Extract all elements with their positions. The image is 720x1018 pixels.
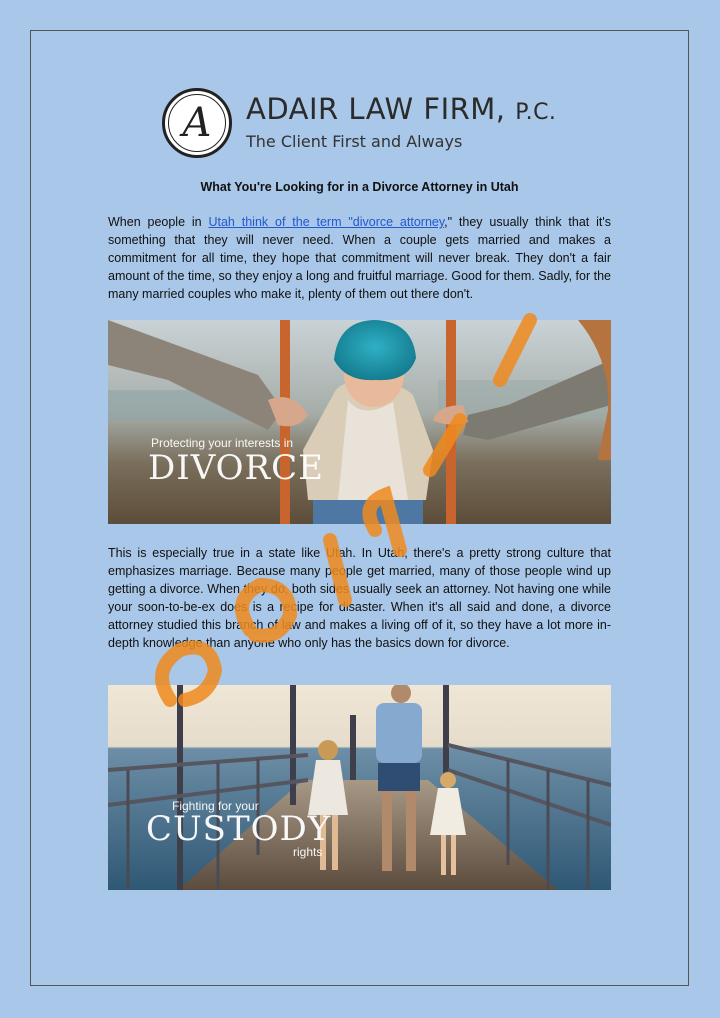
intro-text-end: ," they usually think that it's something that they will never need. When a couple gets married and makes a commitment for all time, they hope that commitment will never break. They don't a fair amount of the time, so they enjoy a long and fruitful marriage. Good for them. Sadly, for the many married couples who make it, plenty of them out there don't.: [108, 215, 612, 301]
divorce-caption-big: DIVORCE: [148, 448, 324, 488]
monogram-badge: [162, 88, 232, 158]
divorce-caption-small: Protecting your interests in: [151, 436, 294, 450]
custody-caption-sub: rights: [293, 845, 323, 859]
custody-caption-small: Fighting for your: [172, 799, 259, 813]
firm-name-text: ADAIR LAW FIRM,: [246, 92, 506, 126]
custody-caption-big: CUSTODY: [146, 809, 332, 849]
body-paragraph: This is especially true in a state like Utah. In Utah, there's a pretty strong culture that emphasizes marriage. Because many people get married, many of those people wind up getting a divorce. When they do, both sides usually seek an attorney. Not having one while your soon-to-be-ex does is a recipe for disaster. When it's all said and done, a divorce attorney studied this branch of law and makes a living off of it, so they have a lot more in-depth knowledge than anyone who only has the basics down for divorce.: [108, 546, 611, 650]
intro-text-start: When people in: [108, 215, 209, 229]
firm-name: [246, 92, 556, 126]
divorce-photo-art: [108, 320, 611, 524]
article-title: What You're Looking for in a Divorce Attorney in Utah: [200, 180, 519, 194]
intro-paragraph: [108, 213, 611, 303]
divorce-attorney-link[interactable]: Utah think of the term "divorce attorney: [208, 215, 445, 229]
monogram-letter: A: [168, 94, 226, 152]
firm-tagline: The Client First and Always: [246, 132, 463, 151]
firm-logo: [162, 88, 582, 163]
custody-photo-art: [108, 685, 611, 890]
custody-photo: [108, 685, 611, 890]
firm-suffix: P.C.: [515, 100, 557, 125]
divorce-photo: [108, 320, 611, 524]
